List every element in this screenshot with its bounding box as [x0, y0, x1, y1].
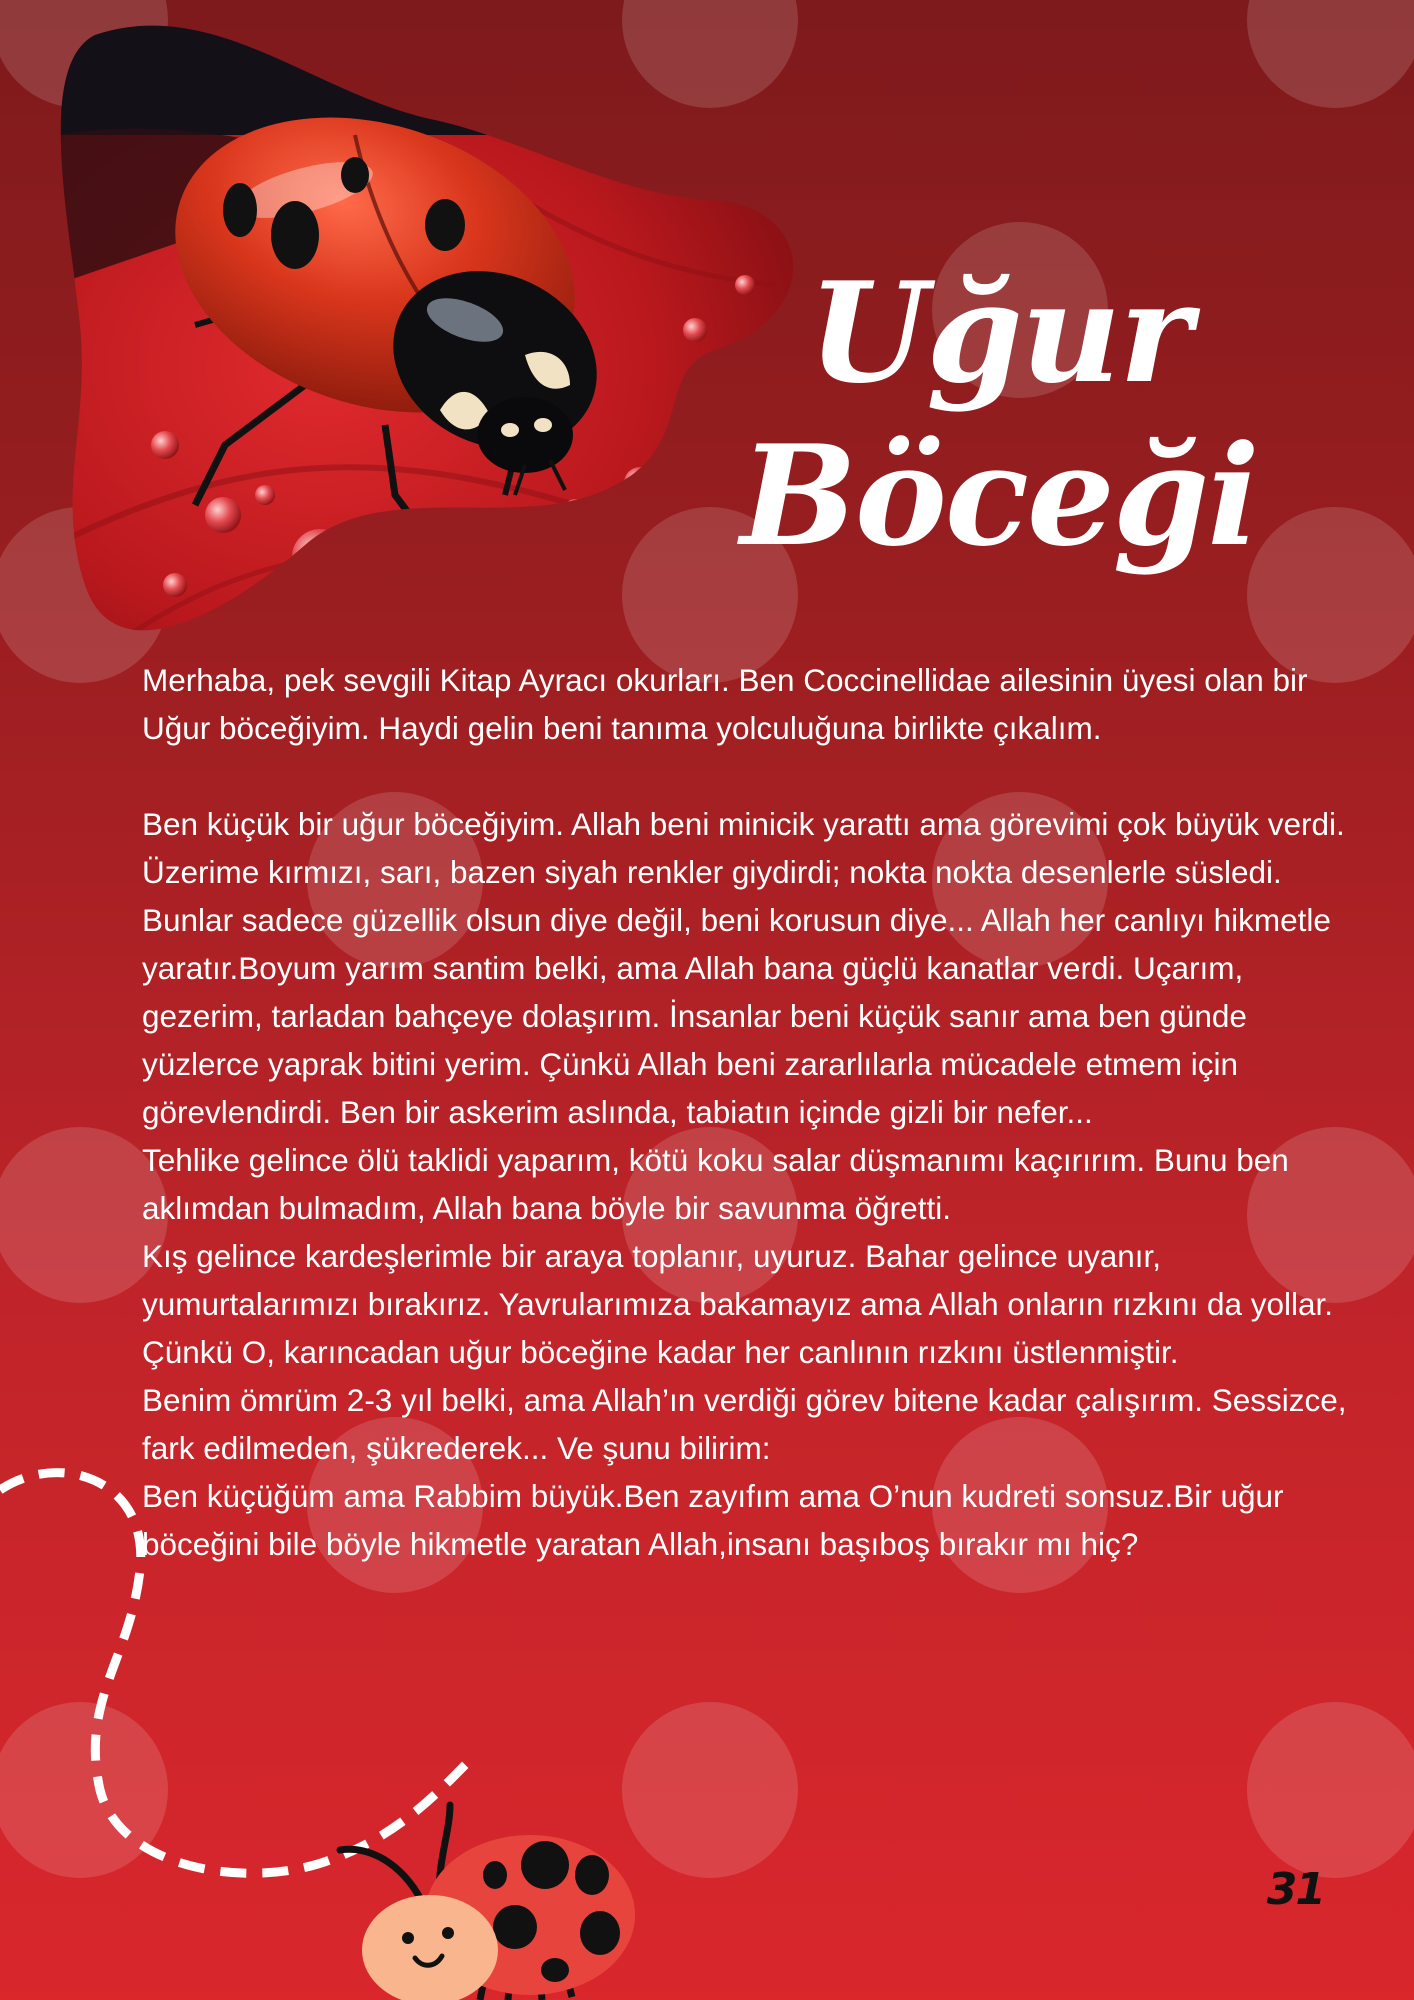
title-line-1: Uğur [808, 251, 1190, 415]
page-number: 31 [1266, 1864, 1324, 1915]
paragraph-5: Benim ömrüm 2-3 yıl belki, ama Allah’ın verdiği görev bitene kadar çalışırım. Sessizce, fark edilmeden, şükrederek... Ve şunu bilirim: [142, 1382, 1347, 1466]
page-title [739, 252, 1259, 578]
paragraph-intro: Merhaba, pek sevgili Kitap Ayracı okurları. Ben Coccinellidae ailesinin üyesi olan bir Uğur böceğiyim. Haydi gelin beni tanıma yolculuğuna birlikte çıkalım. [142, 662, 1308, 746]
paragraph-2: Ben küçük bir uğur böceğiyim. Allah beni minicik yarattı ama görevimi çok büyük verdi. Üzerime kırmızı, sarı, bazen siyah renkler giydirdi; nokta nokta desenlerle süsledi. Bunlar sadece güzellik olsun diye değil, beni korusun diye... Allah her canlıyı hikmetle yaratır.Boyum yarım santim belki, ama Allah bana güçlü kanatlar verdi. Uçarım, gezerim, tarladan bahçeye dolaşırım. İnsanlar beni küçük sanır ama ben günde yüzlerce yaprak bitini yerim. Çünkü Allah beni zararlılarla mücadele etmem için görevlendirdi. Ben bir askerim aslında, tabiatın içinde gizli bir nefer... [142, 806, 1345, 1130]
ladybug-photo [55, 25, 815, 645]
article-body [142, 656, 1362, 1568]
title-line-2: Böceği [740, 414, 1258, 578]
cartoon-ladybug-illustration [300, 1755, 640, 2000]
paragraph-6: Ben küçüğüm ama Rabbim büyük.Ben zayıfım ama O’nun kudreti sonsuz.Bir uğur böceğini bile böyle hikmetle yaratan Allah,insanı başıboş bırakır mı hiç? [142, 1478, 1284, 1562]
paragraph-4: Kış gelince kardeşlerimle bir araya toplanır, uyuruz. Bahar gelince uyanır, yumurtalarımızı bırakırız. Yavrularımıza bakamayız ama Allah onların rızkını da yollar. Çünkü O, karıncadan uğur böceğine kadar her canlının rızkını üstlenmiştir. [142, 1238, 1334, 1370]
paragraph-3: Tehlike gelince ölü taklidi yaparım, kötü koku salar düşmanımı kaçırırım. Bunu ben aklımdan bulmadım, Allah bana böyle bir savunma öğretti. [142, 1142, 1289, 1226]
